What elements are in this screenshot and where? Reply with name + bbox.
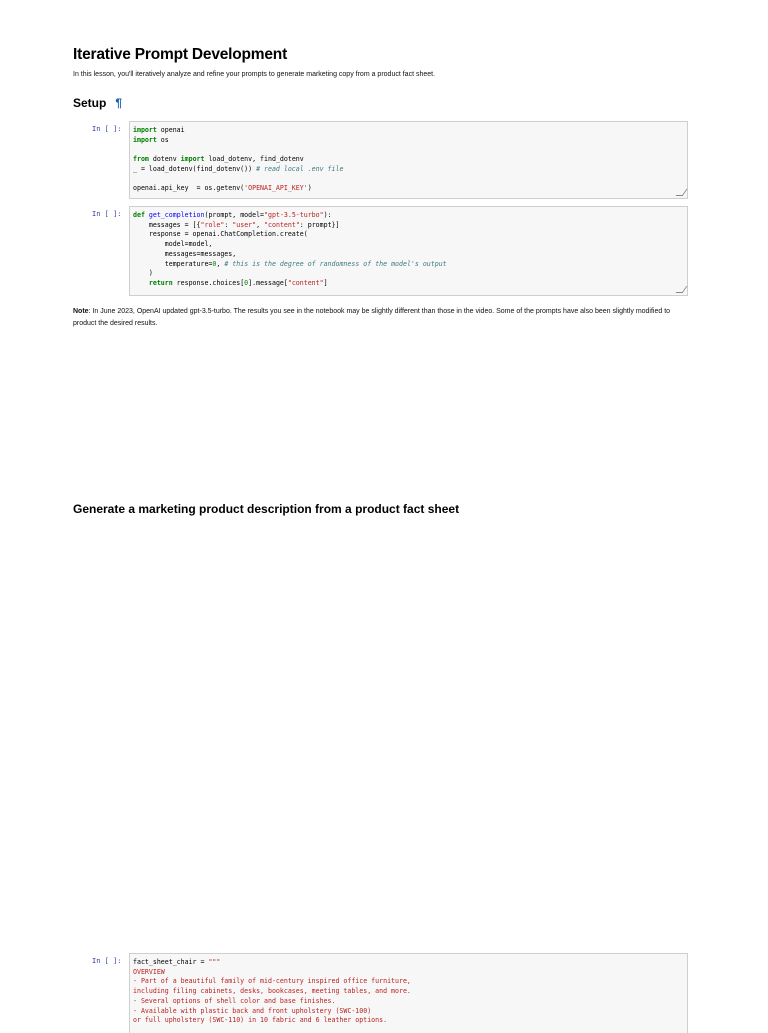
code-token: openai [156, 126, 185, 134]
code-token: response.choices[ [172, 278, 245, 287]
code-token: import [133, 126, 157, 134]
code-token: , [216, 259, 225, 268]
code-token: temperature= [133, 259, 213, 268]
setup-heading [73, 96, 122, 110]
setup-title: Setup [73, 96, 107, 110]
code-token: def [133, 211, 145, 219]
note-label: Note [73, 308, 89, 315]
code-token: messages = [{ [133, 220, 201, 229]
code-string: "role" [200, 220, 225, 229]
code-string: "content" [264, 220, 300, 229]
code-string: "user" [232, 220, 257, 229]
code-string: including filing cabinets, desks, bookcases, meeting tables, and more. [133, 987, 411, 996]
code-editor[interactable] [129, 953, 688, 1033]
code-token: model=model, [133, 240, 213, 249]
code-token: import [180, 155, 205, 164]
intro-text: In this lesson, you'll iteratively analyze and refine your prompts to generate marketing copy from a product fact sheet. [73, 71, 436, 78]
code-function-name: get_completion [148, 211, 205, 219]
code-token: (prompt, model= [204, 211, 265, 219]
code-cell-fact-sheet[interactable] [92, 953, 688, 1033]
code-cell-imports[interactable] [92, 121, 688, 199]
code-token: ): [323, 211, 332, 219]
code-token: from [133, 155, 149, 164]
code-cell-get-completion[interactable] [92, 206, 688, 296]
code-token: ) [307, 184, 312, 193]
code-string: "content" [287, 278, 324, 287]
code-editor[interactable] [129, 206, 688, 296]
section-heading: Generate a marketing product description from a product fact sheet [73, 502, 460, 516]
code-token: dotenv [148, 155, 181, 164]
note-text: : In June 2023, OpenAI updated gpt-3.5-turbo. The results you see in the notebook may be slightly different than those in the video. Some of the prompts have also been slightly modified to product the desired results. [73, 308, 671, 327]
cell-prompt: In [ ]: [92, 210, 122, 218]
code-string: or full upholstery (SWC-110) in 10 fabric and 6 leather options. [133, 1016, 388, 1025]
code-comment: # read local .env file [256, 164, 344, 173]
code-token: : [224, 220, 233, 229]
code-string: """ [208, 958, 221, 966]
code-number: 0 [212, 259, 217, 268]
code-number: 0 [244, 278, 249, 287]
code-token: openai.api_key = os.getenv( [133, 184, 245, 193]
code-token: : prompt}] [299, 220, 340, 229]
cell-prompt: In [ ]: [92, 125, 122, 133]
code-editor[interactable] [129, 121, 688, 199]
code-string: OVERVIEW [133, 967, 165, 976]
code-token: return [133, 278, 173, 287]
code-string: "gpt-3.5-turbo" [264, 211, 324, 219]
code-string: 'OPENAI_API_KEY' [244, 184, 308, 193]
pilcrow-anchor-link[interactable]: ¶ [115, 96, 123, 110]
note-paragraph [73, 306, 688, 330]
code-token: messages=messages, [133, 249, 237, 258]
code-token: import [133, 135, 157, 144]
code-string: - Several options of shell color and base finishes. [133, 996, 336, 1005]
code-token: os [156, 135, 169, 144]
code-token: ) [133, 269, 153, 278]
code-token: ].message[ [248, 278, 288, 287]
code-string: - Part of a beautiful family of mid-century inspired office furniture, [133, 977, 411, 986]
code-comment: # this is the degree of randomness of the model's output [224, 259, 447, 268]
code-token: fact_sheet_chair = [133, 958, 209, 966]
code-string: - Available with plastic back and front upholstery (SWC-100) [133, 1006, 372, 1015]
cell-prompt: In [ ]: [92, 957, 122, 965]
code-token: , [256, 220, 265, 229]
code-token: response = openai.ChatCompletion.create( [133, 230, 308, 239]
code-token: ] [323, 278, 328, 287]
page-title: Iterative Prompt Development [73, 46, 288, 63]
code-token: load_dotenv, find_dotenv [204, 155, 304, 164]
code-token: _ = load_dotenv(find_dotenv()) [133, 164, 257, 173]
